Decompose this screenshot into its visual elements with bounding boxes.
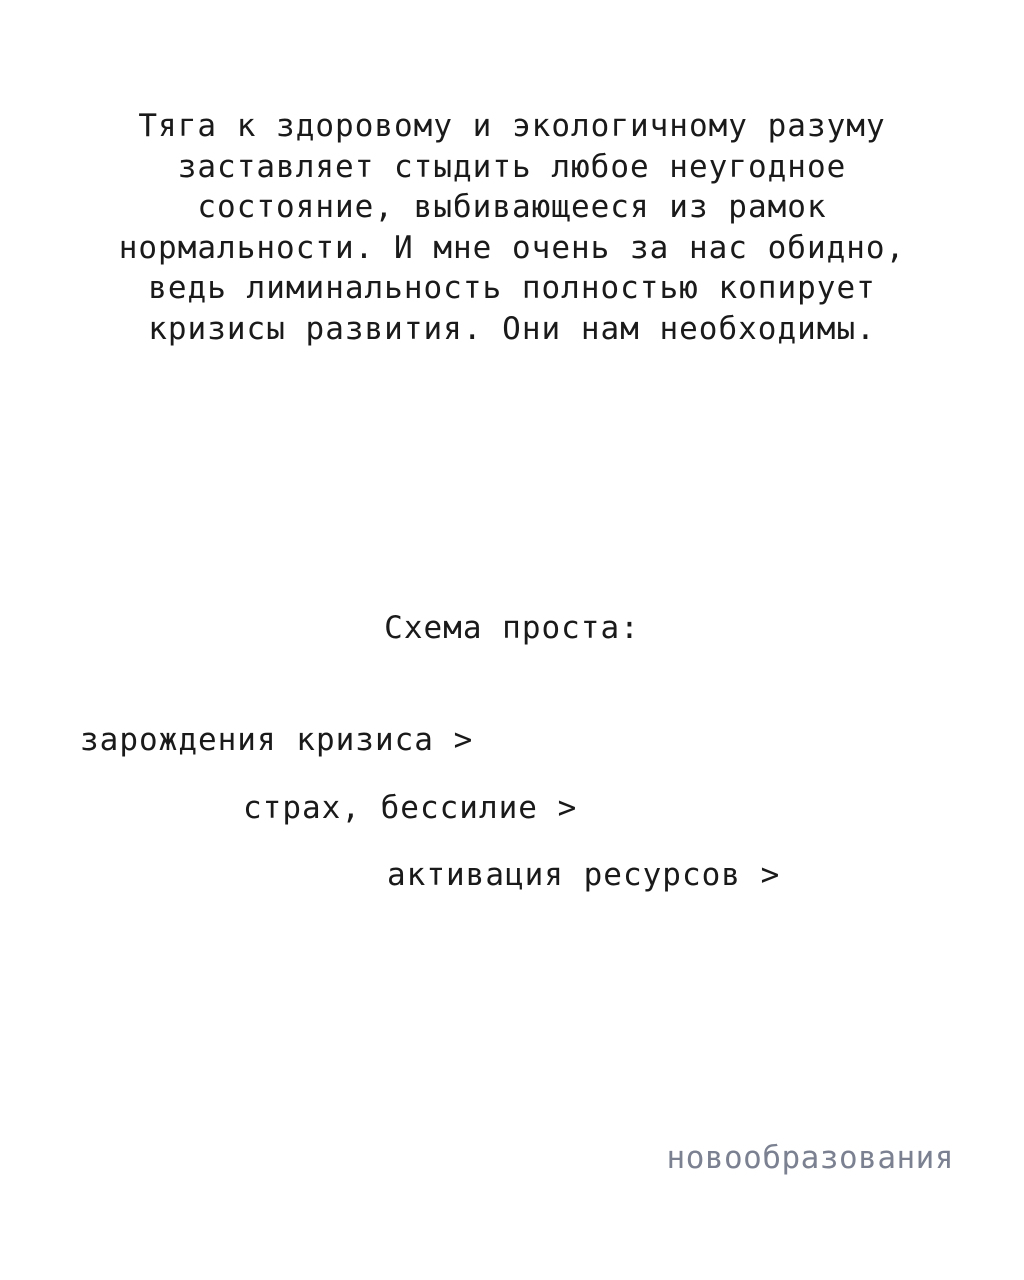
scheme-step-fear: страх, бессилие > — [243, 790, 578, 826]
intro-line: ведь лиминальность полностью копирует — [148, 270, 876, 306]
intro-paragraph — [0, 106, 1024, 349]
intro-line: Тяга к здоровому и экологичному разуму — [138, 108, 886, 144]
intro-line: заставляет стыдить любое неугодное — [177, 148, 847, 185]
footer-tag: новообразования — [666, 1140, 954, 1176]
intro-line: состояние, выбивающееся из рамок — [197, 189, 827, 225]
intro-line: нормальности. И мне очень за нас обидно, — [118, 229, 906, 266]
scheme-step-crisis-origin: зарождения кризиса > — [80, 722, 474, 758]
scheme-title: Схема проста: — [384, 610, 640, 646]
scheme-step-resource-activation: активация ресурсов > — [387, 857, 781, 893]
intro-line: кризисы развития. Они нам необходимы. — [148, 310, 876, 347]
